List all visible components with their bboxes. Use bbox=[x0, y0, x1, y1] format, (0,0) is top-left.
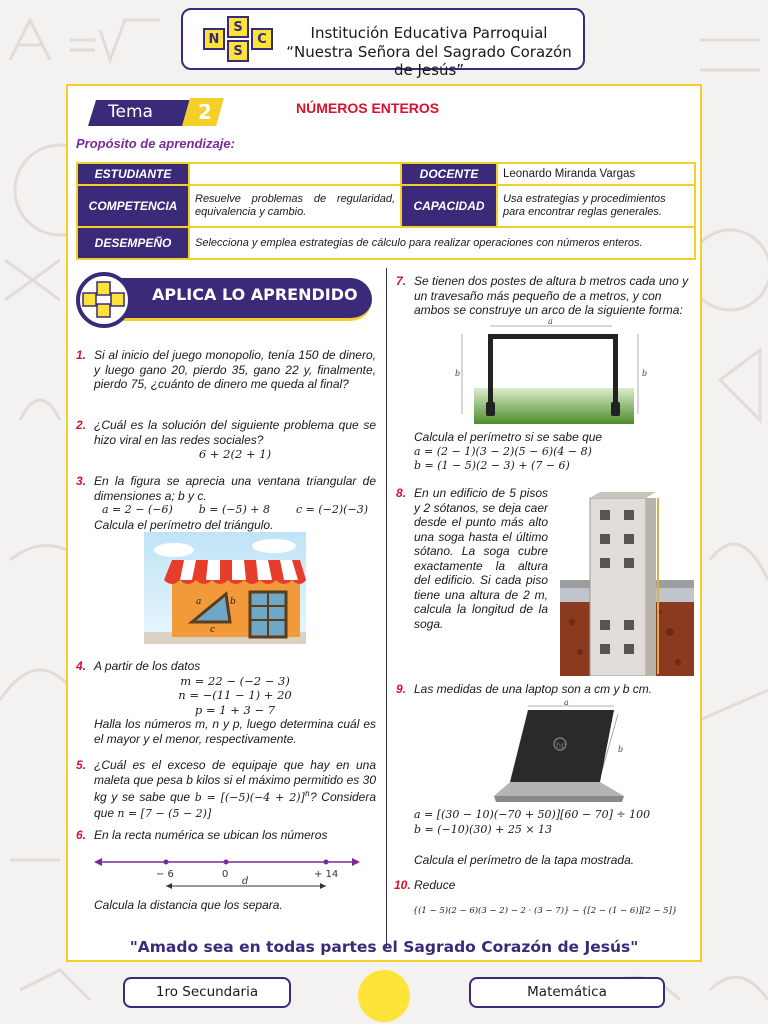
page-title: NÚMEROS ENTEROS bbox=[296, 100, 440, 116]
question-10-text: Reduce bbox=[414, 878, 456, 892]
question-9-data bbox=[414, 808, 698, 868]
question-9-b: b = (−10)(30) + 25 × 13 bbox=[414, 822, 553, 836]
capacidad-value: Usa estrategias y procedimientos para encontrar reglas generales. bbox=[497, 185, 695, 227]
tema-number: 2 bbox=[198, 100, 212, 124]
building-illustration bbox=[560, 492, 694, 676]
arch-illustration bbox=[452, 318, 654, 426]
question-2 bbox=[76, 418, 376, 462]
question-6 bbox=[76, 828, 376, 843]
question-3-number: 3. bbox=[76, 474, 87, 488]
question-7 bbox=[396, 274, 698, 318]
question-2-expression: 6 + 2(2 + 1) bbox=[198, 447, 272, 461]
question-3 bbox=[76, 474, 376, 532]
question-6-ask: Calcula la distancia que los separa. bbox=[94, 898, 283, 912]
question-4-number: 4. bbox=[76, 659, 87, 673]
question-4-n: n = −(11 − 1) + 20 bbox=[178, 688, 292, 702]
institution-header bbox=[181, 8, 585, 79]
logo-letter-n: N bbox=[203, 28, 225, 50]
shop-label-c: c bbox=[210, 625, 216, 635]
subject-pill: Matemática bbox=[469, 977, 665, 1008]
proposito-heading: Propósito de aprendizaje: bbox=[76, 136, 235, 151]
question-6-number: 6. bbox=[76, 828, 87, 842]
question-7-b: b = (1 − 5)(2 − 3) + (7 − 6) bbox=[414, 459, 570, 472]
arch-label-a: a bbox=[548, 318, 553, 326]
question-5-text2: ? Considera que bbox=[94, 790, 376, 820]
question-4 bbox=[76, 659, 376, 746]
question-2-number: 2. bbox=[76, 418, 87, 432]
laptop-illustration bbox=[488, 700, 632, 806]
arch-label-b-left: b bbox=[455, 369, 461, 378]
estudiante-label: ESTUDIANTE bbox=[77, 163, 189, 185]
question-1-text: Si al inicio del juego monopolio, tenía 150 de dinero, y luego gano 20, pierdo 35, gano 22 y, finalmente, pierdo 75, ¿cuánto de dinero me queda al final? bbox=[94, 348, 376, 391]
sun-decoration bbox=[358, 970, 410, 1022]
question-7-text: Se tienen dos postes de altura b metros cada uno y un travesaño más pequeño de a metros, y con ambos se construye un arco de la siguiente forma: bbox=[414, 274, 689, 317]
question-5-n-expr: n = [7 − (5 − 2)] bbox=[117, 806, 212, 820]
question-9 bbox=[396, 682, 698, 697]
aplica-logo bbox=[76, 272, 132, 328]
question-4-p: p = 1 + 3 − 7 bbox=[194, 702, 276, 717]
question-4-m: m = 22 − (−2 − 3) bbox=[180, 673, 290, 688]
number-line-tick-plus14: + 14 bbox=[314, 869, 339, 880]
logo-letter-s-bottom: S bbox=[227, 40, 249, 62]
question-3-text: En la figura se aprecia una ventana triangular de dimensiones a; b y c. bbox=[94, 474, 376, 503]
question-10-expression: {(1 − 5)(2 − 6)(3 − 2) − 2 · (3 − 7)} − {[2 − (1 − 6)][2 − 5]} bbox=[412, 906, 678, 916]
question-7-ask bbox=[414, 430, 698, 474]
question-7-number: 7. bbox=[396, 274, 407, 288]
school-logo bbox=[201, 14, 275, 66]
question-10-number: 10. bbox=[394, 878, 411, 892]
question-3-c: c = (−2)(−3) bbox=[296, 503, 368, 516]
question-9-ask: Calcula el perímetro de la tapa mostrada. bbox=[414, 853, 635, 867]
logo-letter-s-top: S bbox=[227, 16, 249, 38]
question-3-b: b = (−5) + 8 bbox=[198, 503, 271, 516]
worksheet bbox=[66, 84, 702, 962]
institution-name-line2: “Nuestra Señora del Sagrado Corazón de Jesús” bbox=[286, 43, 572, 79]
desempeno-label: DESEMPEÑO bbox=[77, 227, 189, 259]
number-line-tick-0: 0 bbox=[222, 869, 229, 880]
footer-motto: "Amado sea en todas partes el Sagrado Corazón de Jesús" bbox=[129, 938, 639, 956]
question-5-number: 5. bbox=[76, 758, 87, 772]
question-4-ask: Halla los números m, n y p, luego determina cuál es el mayor y el menor, respectivamente. bbox=[94, 717, 376, 746]
arch-label-b-right: b bbox=[642, 369, 648, 378]
question-2-text: ¿Cuál es la solución del siguiente problema que se hizo viral en las redes sociales? bbox=[94, 418, 376, 447]
capacidad-label: CAPACIDAD bbox=[401, 185, 497, 227]
grade-pill: 1ro Secundaria bbox=[123, 977, 291, 1008]
shop-label-a: a bbox=[196, 597, 202, 607]
competencia-label: COMPETENCIA bbox=[77, 185, 189, 227]
question-3-ask: Calcula el perímetro del triángulo. bbox=[94, 517, 274, 532]
laptop-label-b: b bbox=[618, 745, 624, 754]
tema-label: Tema bbox=[108, 102, 153, 122]
question-5: 5. ¿Cuál es el exceso de equipaje que hay en una maleta que pesa b kilos si el máximo permitido es 30 kg y se sabe que $b = [(-5)(-4 + 2)]^n$? Considera que n = [7 − (5 − 2)] bbox=[76, 758, 376, 820]
tema-badge bbox=[86, 98, 236, 128]
question-1-number: 1. bbox=[76, 348, 87, 362]
question-6-text: En la recta numérica se ubican los números bbox=[94, 828, 328, 842]
number-line-distance-label: d bbox=[242, 876, 249, 887]
question-8 bbox=[396, 486, 548, 631]
question-10 bbox=[394, 878, 698, 893]
question-7-ask-text: Calcula el perímetro si se sabe que bbox=[414, 430, 603, 444]
institution-name-line1: Institución Educativa Parroquial bbox=[310, 24, 548, 42]
svg-text:hp: hp bbox=[556, 741, 567, 750]
column-divider bbox=[386, 268, 387, 948]
docente-label: DOCENTE bbox=[401, 163, 497, 185]
desempeno-value: Selecciona y emplea estrategias de cálculo para realizar operaciones con números enteros. bbox=[189, 227, 695, 259]
estudiante-value bbox=[189, 163, 401, 185]
question-3-a: a = 2 − (−6) bbox=[102, 503, 173, 516]
docente-value: Leonardo Miranda Vargas bbox=[497, 163, 695, 185]
shop-window-illustration bbox=[144, 532, 306, 644]
question-5-b-expr: b = [(−5)(−4 + 2)] bbox=[194, 791, 305, 804]
aplica-title: APLICA LO APRENDIDO bbox=[152, 285, 358, 304]
number-line-tick-minus6: − 6 bbox=[156, 869, 174, 880]
question-8-number: 8. bbox=[396, 486, 407, 500]
question-4-text: A partir de los datos bbox=[94, 659, 201, 673]
question-8-text: En un edificio de 5 pisos y 2 sótanos, se deja caer desde el punto más alto una soga hasta el último sótano. La soga cubre exactamente la altura del edificio. Si cada piso tiene una altura de 2 m, calcula la longitud de la soga. bbox=[414, 486, 548, 631]
question-5-text1: ¿Cuál es el exceso de equipaje que hay en una maleta que pesa b kilos si el máximo permitido es 30 kg y se sabe que bbox=[94, 758, 376, 804]
number-line bbox=[94, 856, 360, 892]
question-9-text: Las medidas de una laptop son a cm y b cm. bbox=[414, 682, 653, 696]
aplica-banner bbox=[76, 272, 376, 328]
shop-label-b: b bbox=[230, 597, 236, 607]
logo-letter-c: C bbox=[251, 28, 273, 50]
question-9-a: a = [(30 − 10)(−70 + 50)][60 − 70] ÷ 100 bbox=[414, 808, 651, 821]
question-7-a: a = (2 − 1)(3 − 2)(5 − 6)(4 − 8) bbox=[414, 444, 592, 458]
question-9-number: 9. bbox=[396, 682, 407, 696]
question-1 bbox=[76, 348, 376, 392]
competencia-value: Resuelve problemas de regularidad, equivalencia y cambio. bbox=[189, 185, 401, 227]
info-table bbox=[76, 162, 696, 260]
laptop-label-a: a bbox=[564, 700, 569, 707]
